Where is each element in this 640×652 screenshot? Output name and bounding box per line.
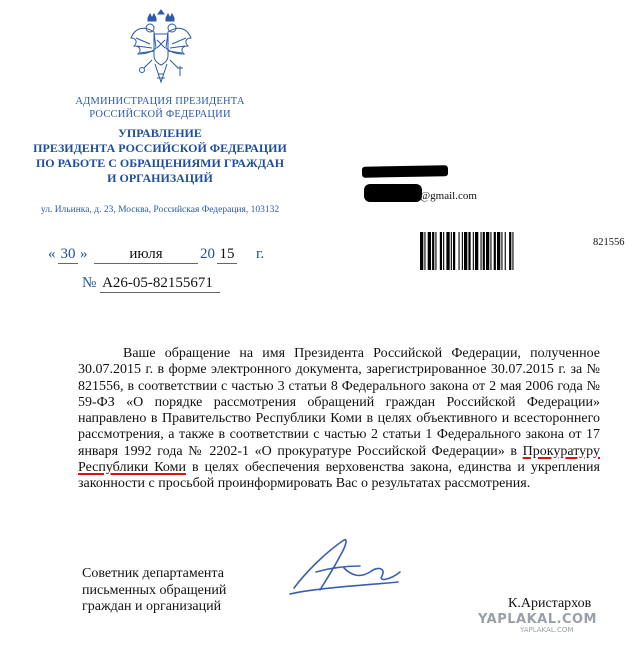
administration-title-line2: РОССИЙСКОЙ ФЕДЕРАЦИИ: [89, 109, 231, 120]
body-part2: в целях обеспечения верховенства закона, единства и укрепления законности с просьбой проинформировать Вас о результатах рассмотрения.: [78, 460, 600, 492]
site-watermark-small: YAPLAKAL.COM: [520, 626, 574, 634]
recipient-email-suffix: @gmail.com: [420, 190, 477, 202]
date-close-quote: »: [80, 246, 88, 262]
recipient-name-redacted: [362, 165, 448, 177]
letterhead-address: ул. Ильинка, д. 23, Москва, Российская Федерация, 103132: [40, 205, 280, 215]
handwritten-signature-icon: [286, 532, 406, 600]
recipient-email-redacted: [364, 184, 422, 202]
site-watermark: YAPLAKAL.COM: [478, 612, 597, 627]
letter-body: [78, 346, 600, 493]
signature-title: [82, 566, 226, 616]
department-title-line3: ПО РАБОТЕ С ОБРАЩЕНИЯМИ ГРАЖДАН: [35, 156, 285, 170]
signer-name: К.Аристархов: [508, 596, 592, 611]
signature-title-line3: граждан и организаций: [82, 599, 222, 614]
date-month: июля: [94, 246, 198, 264]
date-open-quote: «: [48, 246, 56, 262]
body-part1: Ваше обращение на имя Президента Российской Федерации, полученное 30.07.2015 г. в форме электронного документа, зарегистрированное 30.07.2015 г. за № 821556, в соответствии с частью 3 статьи 8 Федерального закона от 2 мая 2006 года № 59-ФЗ «О порядке рассмотрения обращений граждан Российской Федерации» направлено в Правительство Республики Коми в целях объективного и всестороннего рассмотрения, а также в соответствии с частью 2 статьи 1 Федерального закона от 17 января 1992 года № 2202-1 «О прокуратуре Российской Федерации» в: [78, 346, 600, 459]
date-day: 30: [58, 246, 78, 264]
department-title-line2: ПРЕЗИДЕНТА РОССИЙСКОЙ ФЕДЕРАЦИИ: [33, 141, 287, 155]
barcode-icon: [420, 232, 580, 270]
document-number-value: А26-05-82155671: [100, 275, 220, 293]
administration-title-line1: АДМИНИСТРАЦИЯ ПРЕЗИДЕНТА: [75, 96, 245, 107]
body-underlined-recipient: Прокуратуру Республики Коми: [78, 443, 600, 476]
date-year-mark: г.: [256, 246, 265, 262]
department-title-line4: И ОРГАНИЗАЦИЙ: [107, 171, 213, 185]
barcode-number: 821556: [593, 237, 625, 248]
date-year-suffix: 15: [217, 246, 237, 264]
number-sign: №: [82, 275, 97, 291]
signature-title-line1: Советник департамента: [82, 566, 224, 581]
department-title-line1: УПРАВЛЕНИЕ: [118, 126, 202, 140]
signature-title-line2: письменных обращений: [82, 582, 227, 598]
date-year-prefix: 20: [200, 246, 215, 262]
coat-of-arms-emblem-icon: [128, 8, 194, 90]
document-number: [82, 275, 220, 293]
